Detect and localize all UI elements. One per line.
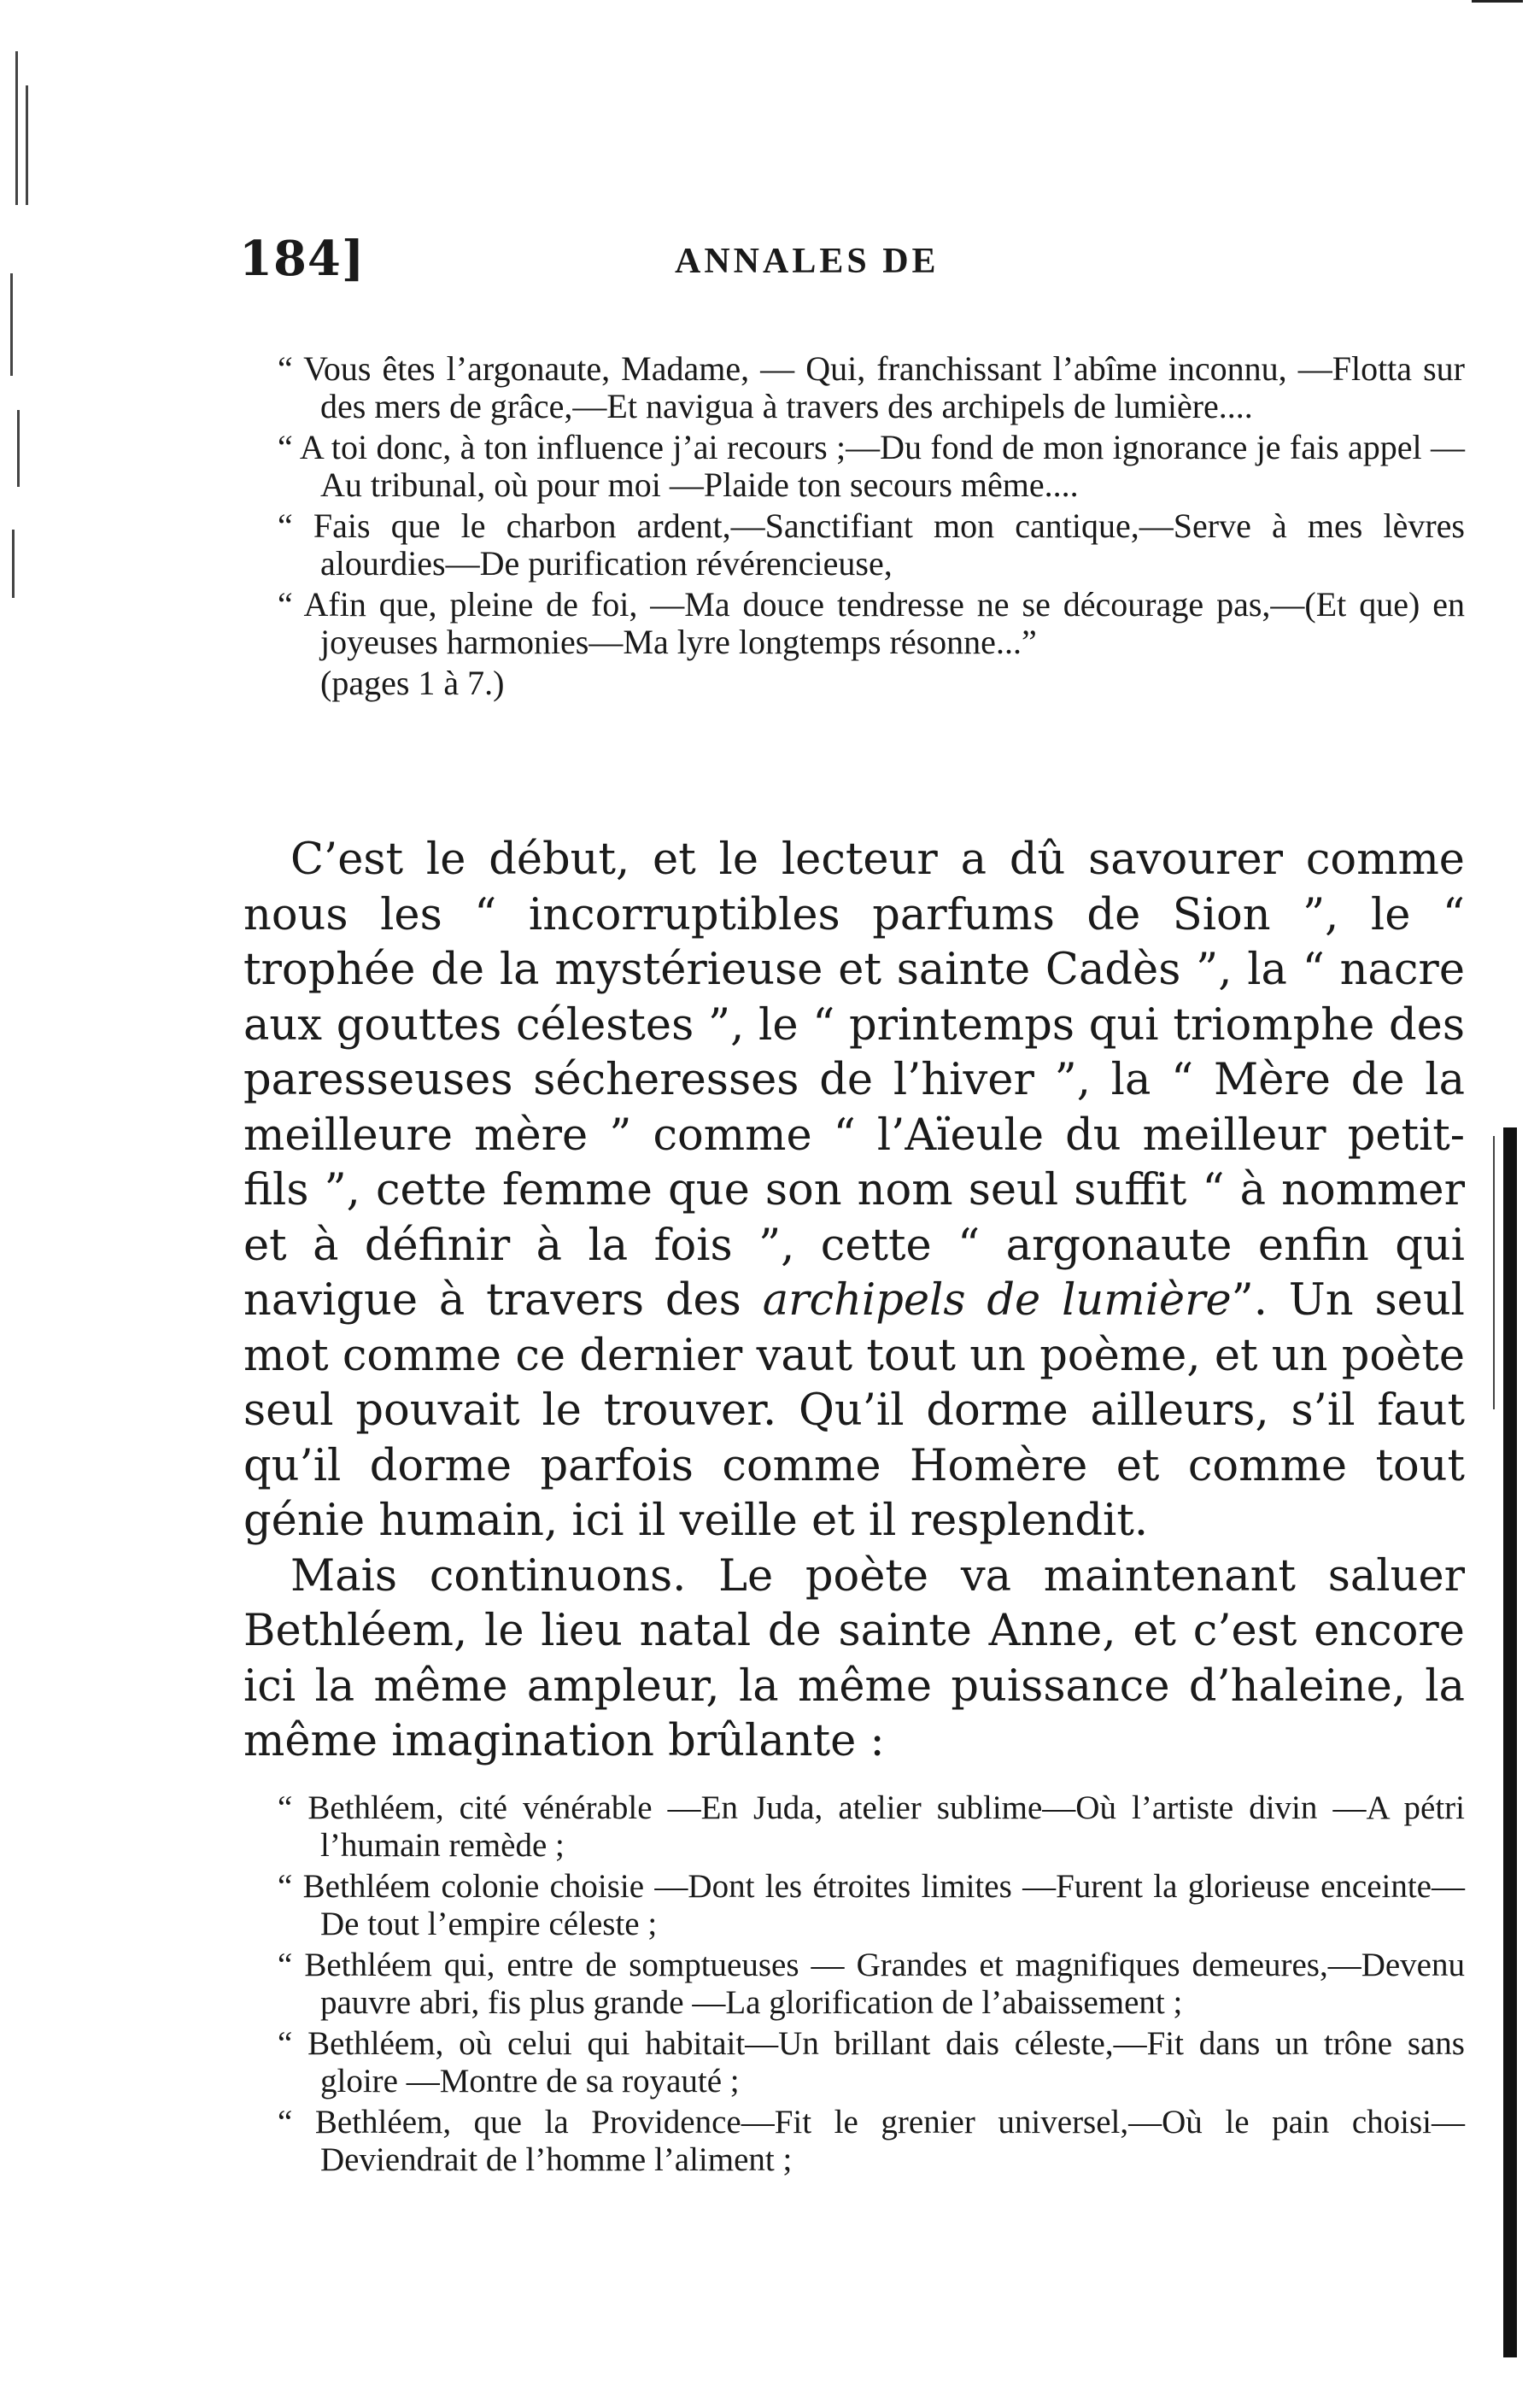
source-reference: (pages 1 à 7.) bbox=[320, 664, 505, 702]
commentary-text bbox=[243, 833, 1465, 1770]
corner-rule bbox=[1472, 0, 1523, 3]
stanza-2: “ A toi donc, à ton influence j’ai recours ;—Du fond de mon ignorance je fais appel —Au tribunal, où pour moi —Plaide ton secours même.... bbox=[278, 428, 1465, 504]
margin-mark-bar bbox=[1503, 1127, 1517, 2357]
running-head: ANNALES DE bbox=[675, 242, 940, 281]
stanza-bethleem-4: “ Bethléem, où celui qui habitait—Un brillant dais céleste,—Fit dans un trône sans gloire —Montre de sa royauté ; bbox=[278, 2025, 1465, 2099]
paragraph-1 bbox=[243, 833, 1465, 1549]
stanza-bethleem-5: “ Bethléem, que la Providence—Fit le grenier universel,—Où le pain choisi—Deviendrait de l’homme l’aliment ; bbox=[278, 2104, 1465, 2178]
margin-mark-thin bbox=[1493, 1136, 1495, 1409]
stanza-bethleem-1: “ Bethléem, cité vénérable —En Juda, atelier sublime—Où l’artiste divin —A pétri l’humain remède ; bbox=[278, 1789, 1465, 1864]
page-header bbox=[239, 231, 1469, 299]
italic-phrase: archipels de lumière bbox=[762, 1275, 1232, 1326]
stanza-4: “ Afin que, pleine de foi, —Ma douce tendresse ne se décourage pas,—(Et que) en joyeuses harmonies—Ma lyre longtemps résonne...” bbox=[278, 585, 1465, 661]
binding-edge-marks bbox=[0, 51, 60, 598]
page-number: 184] bbox=[239, 231, 366, 287]
verse-quotation-bottom bbox=[243, 1789, 1465, 2182]
stanza-bethleem-2: “ Bethléem colonie choisie —Dont les étroites limites —Furent la glorieuse enceinte—De tout l’empire céleste ; bbox=[278, 1868, 1465, 1942]
paragraph-1-part-a: C’est le début, et le lecteur a dû savourer comme nous les “ incorruptibles parfums de Sion ”, le “ trophée de la mystérieuse et sainte Cadès ”, la “ nacre aux gouttes célestes ”, le “ printemps qui triomphe des paresseuses sécheresses de l’hiver ”, la “ Mère de la meilleure mère ” comme “ l’Aïeule du meilleur petit-fils ”, cette femme que son nom seul suffit “ à nommer et à définir à la fois ”, cette “ argonaute enfin qui navigue à travers des bbox=[243, 834, 1465, 1326]
paragraph-1-part-b: ”. Un seul mot comme ce dernier vaut tout un poème, et un poète seul pouvait le trouver. Qu’il dorme ailleurs, s’il faut qu’il dorme parfois comme Homère et comme tout génie humain, ici il veille et il resplendit. bbox=[243, 1275, 1465, 1546]
stanza-3: “ Fais que le charbon ardent,—Sanctifiant mon cantique,—Serve à mes lèvres alourdies—De purification révérencieuse, bbox=[278, 507, 1465, 583]
paragraph-2: Mais continuons. Le poète va maintenant saluer Bethléem, le lieu natal de sainte Anne, et c’est encore ici la même ampleur, la même puissance d’haleine, la même imagination brûlante : bbox=[243, 1550, 1465, 1766]
stanza-bethleem-3: “ Bethléem qui, entre de somptueuses — Grandes et magnifiques demeures,—Devenu pauvre abri, fis plus grande —La glorification de l’abaissement ; bbox=[278, 1947, 1465, 2021]
verse-quotation-top bbox=[243, 350, 1465, 702]
stanza-1: “ Vous êtes l’argonaute, Madame, — Qui, franchissant l’abîme inconnu, —Flotta sur des mers de grâce,—Et navigua à travers des archipels de lumière.... bbox=[278, 349, 1465, 425]
